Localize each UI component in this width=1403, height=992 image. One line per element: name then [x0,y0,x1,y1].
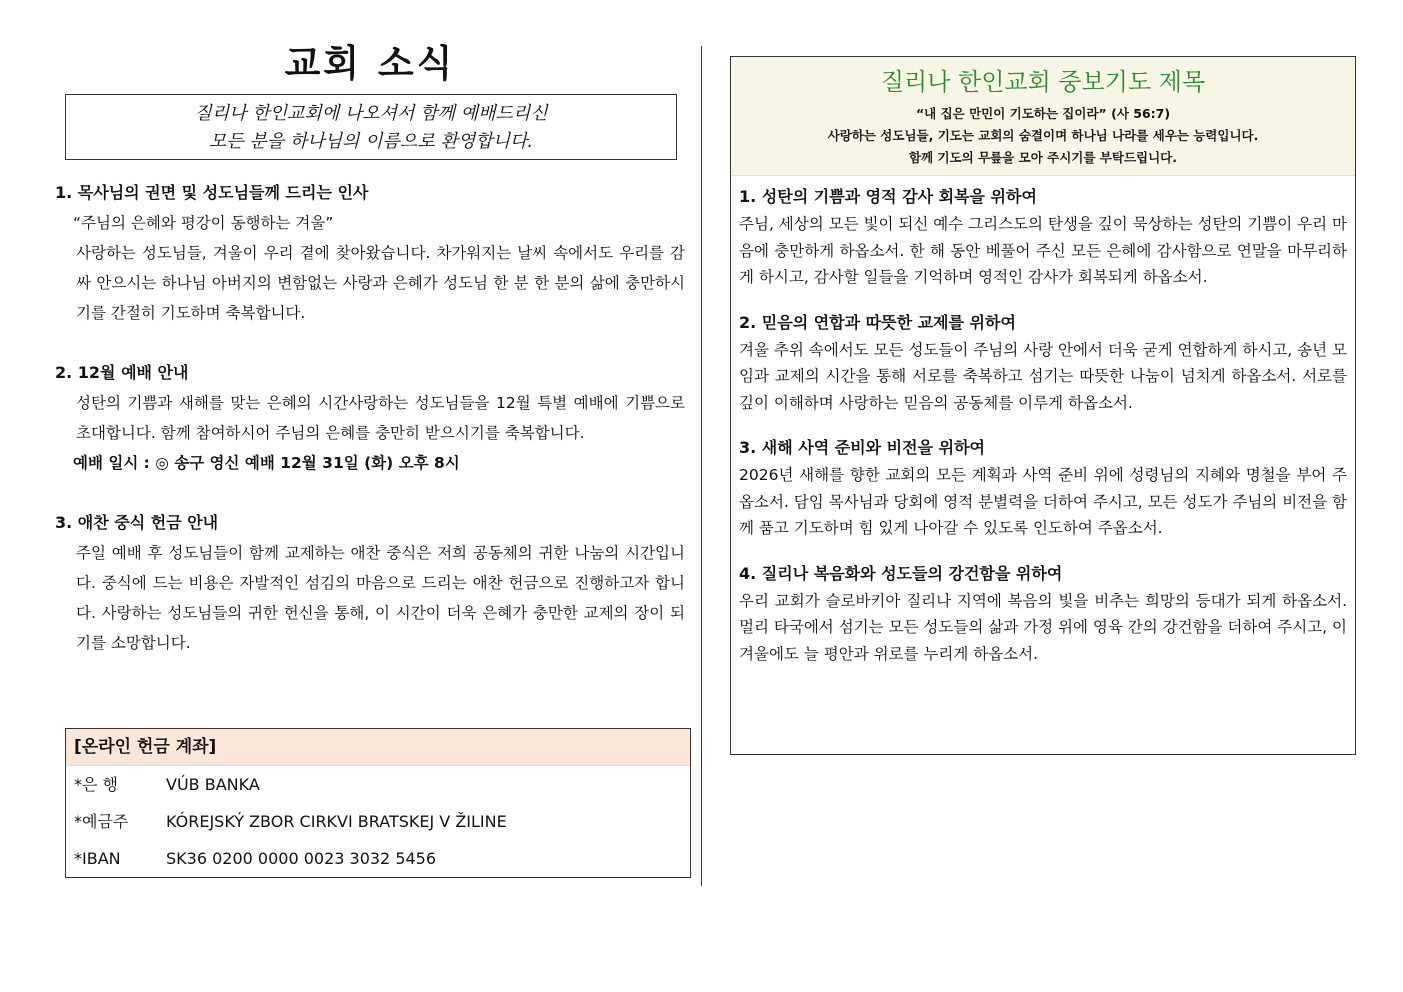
section-heading: 3. 애찬 중식 헌금 안내 [55,513,219,532]
prayer-item [739,309,1347,417]
section-body: 성탄의 기쁨과 새해를 맞는 은혜의 시간사랑하는 성도님들을 12월 특별 예배에 기쁨으로 초대합니다. 함께 참여하시어 주님의 은혜를 충만히 받으시기를 축복합니다. [76,394,685,442]
account-row-bank [66,766,690,803]
prayer-heading: 4. 질리나 복음화와 성도들의 강건함을 위하여 [739,563,1063,583]
news-section-greeting [55,178,685,328]
bank-label: *은 행 [74,775,118,794]
prayer-heading: 1. 성탄의 기쁨과 영적 감사 회복을 위하여 [739,187,1037,206]
holder-value: KÓREJSKÝ ZBOR CIRKVI BRATSKEJ V ŽILINE [166,812,507,831]
section-body: 주일 예배 후 성도님들이 함께 교제하는 애찬 중식은 저희 공동체의 귀한 나눔의 시간입니다. 중식에 드는 비용은 자발적인 섬김의 마음으로 드리는 애찬 헌금으로 진행하고자 합니다. 사랑하는 성도님들의 귀한 헌신을 통해, 이 시간이 더욱 은혜가 충만한 교제의 장이 되기를 소망합니다. [76,544,685,652]
prayer-list [731,176,1355,667]
prayer-text: 2026년 새해를 향한 교회의 모든 계획과 사역 준비 위에 성령님의 지혜와 명철을 부어 주옵소서. 담임 목사님과 당회에 영적 분별력을 더하여 주시고, 모든 성도가 주님의 비전을 함께 품고 기도하며 힘 있게 나아갈 수 있도록 인도하여 주옵소서. [739,466,1348,537]
welcome-line-2: 모든 분을 하나님의 이름으로 환영합니다. [208,131,534,152]
bank-value: VÚB BANKA [166,775,260,794]
iban-label: *IBAN [74,849,121,868]
holder-label: *예금주 [74,812,129,831]
intro-line-3: 함께 기도의 무릎을 모아 주시기를 부탁드립니다. [908,150,1177,165]
prayer-intro [731,103,1355,169]
prayer-item [739,434,1347,542]
section-subtitle: “주님의 은혜와 평강이 동행하는 겨울” [73,214,334,232]
account-row-holder [66,803,690,840]
prayer-item [739,183,1347,291]
church-news-column [55,38,685,868]
prayer-text: 주님, 세상의 모든 빛이 되신 예수 그리스도의 탄생을 깊이 묵상하는 성탄의 기쁨이 우리 마음에 충만하게 하옵소서. 한 해 동안 베풀어 주신 모든 은혜에 감사함으로 연말을 마무리하게 하시고, 감사할 일들을 기억하며 영적인 감사가 회복되게 하옵소서. [739,215,1348,286]
page-title: 교회 소식 [284,42,456,85]
intro-verse: “내 집은 만민이 기도하는 집이라” (사 56:7) [915,106,1171,121]
section-body: 사랑하는 성도님들, 겨울이 우리 곁에 찾아왔습니다. 차가워지는 날씨 속에서도 우리를 감싸 안으시는 하나님 아버지의 변함없는 사랑과 은혜가 성도님 한 분 한 분의 삶에 충만하시기를 간절히 기도하며 축복합니다. [76,244,685,322]
news-section-worship [55,358,685,478]
prayer-item [739,560,1347,668]
prayer-text: 우리 교회가 슬로바키아 질리나 지역에 복음의 빛을 비추는 희망의 등대가 되게 하옵소서. 멀리 타국에서 섬기는 모든 성도들의 삶과 가정 위에 영육 간의 강건함을 더하여 주시고, 이 겨울에도 늘 평안과 위로를 누리게 하옵소서. [739,591,1348,663]
intro-line-2: 사랑하는 성도님들, 기도는 교회의 숨결이며 하나님 나라를 세우는 능력입니다. [827,128,1259,143]
prayer-text: 겨울 추위 속에서도 모든 성도들이 주님의 사랑 안에서 더욱 굳게 연합하게 하시고, 송년 모임과 교제의 시간을 통해 서로를 축복하고 섬기는 따뜻한 나눔이 넘치게 하옵소서. 서로를 깊이 이해하며 사랑하는 믿음의 공동체를 이루게 하옵소서. [739,340,1348,412]
iban-value: SK36 0200 0000 0023 3032 5456 [166,849,437,868]
account-row-iban [66,840,690,877]
account-heading: [온라인 헌금 계좌] [66,729,690,766]
section-heading: 1. 목사님의 권면 및 성도님들께 드리는 인사 [55,183,369,202]
prayer-heading: 2. 믿음의 연합과 따뜻한 교제를 위하여 [739,312,1016,332]
prayer-box [730,56,1356,755]
column-divider [701,46,702,886]
prayer-heading: 3. 새해 사역 준비와 비전을 위하여 [739,438,985,457]
prayer-header [731,57,1355,176]
online-offering-account-box [65,728,691,878]
prayer-title: 질리나 한인교회 중보기도 제목 [880,68,1206,96]
welcome-box [65,94,677,160]
prayer-column [730,56,1356,755]
section-heading: 2. 12월 예배 안내 [55,363,189,382]
welcome-line-1: 질리나 한인교회에 나오셔서 함께 예배드리신 [194,103,548,124]
news-section-lunch-offering [55,508,685,658]
worship-schedule: 예배 일시 : ◎ 송구 영신 예배 12월 31일 (화) 오후 8시 [73,454,460,472]
